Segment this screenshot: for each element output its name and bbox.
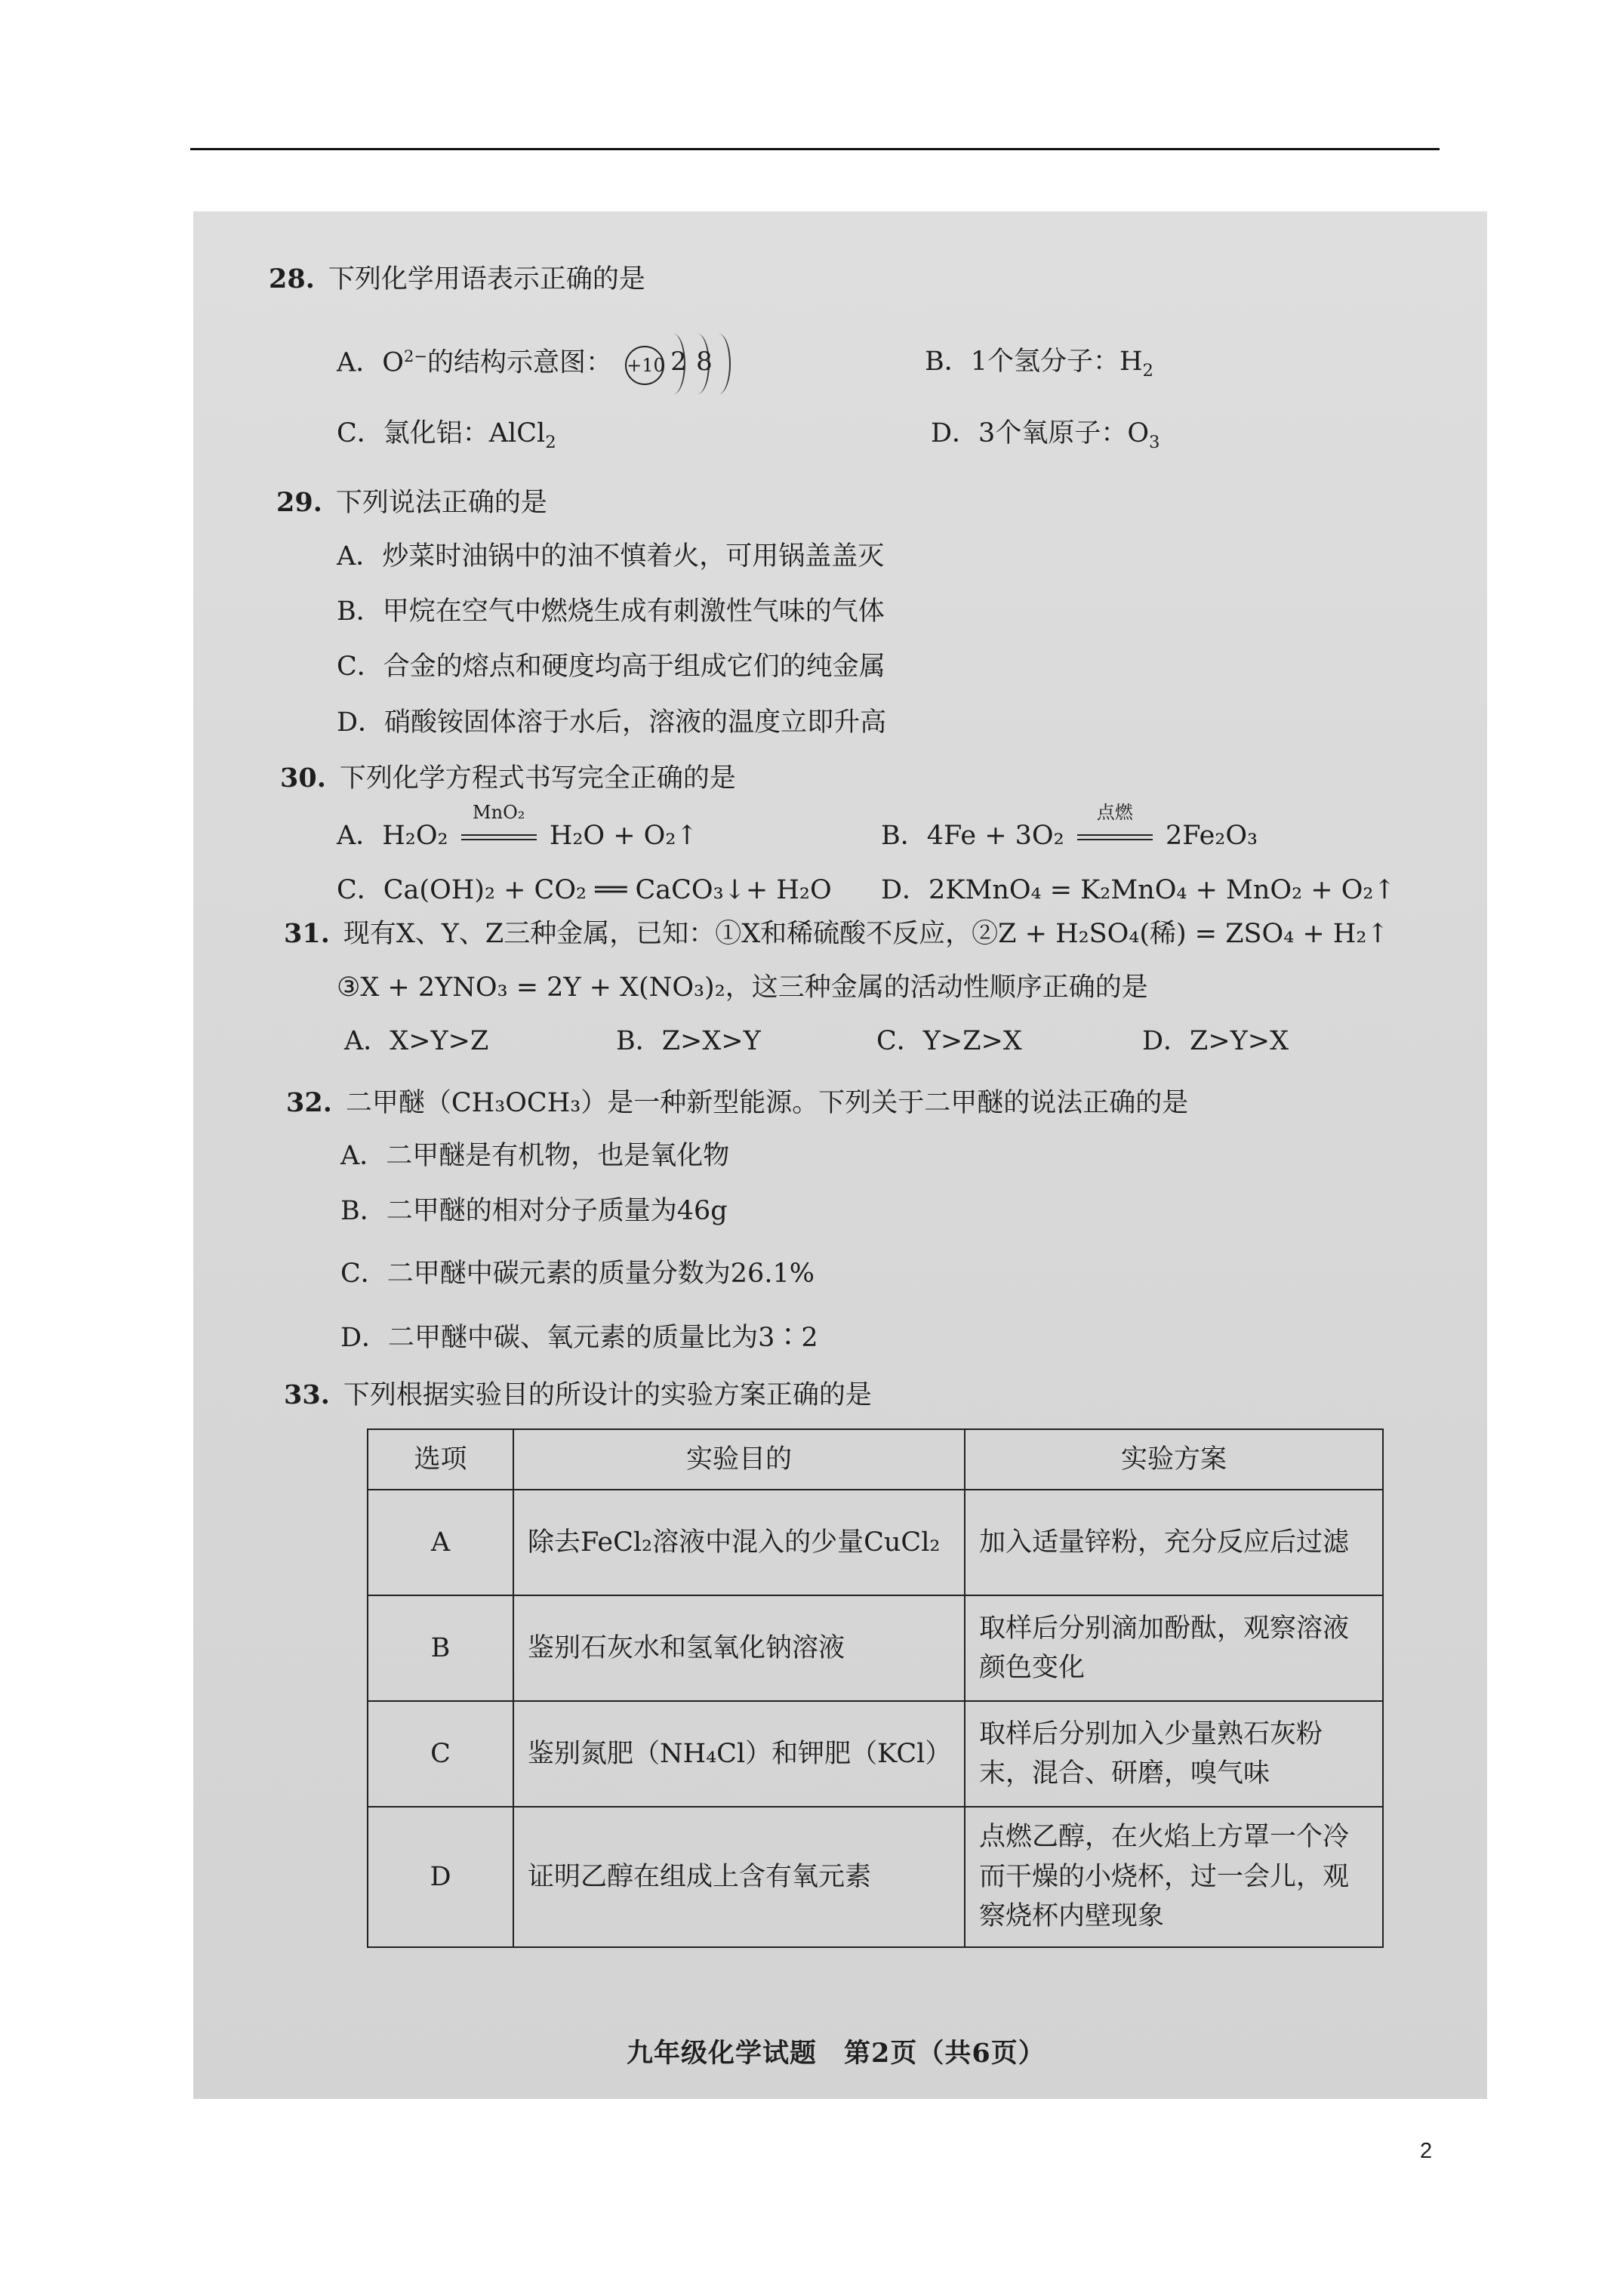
column-header: 选项	[368, 1429, 513, 1490]
equation-reactants: B．4Fe + 3O₂	[881, 821, 1064, 851]
equals-sign	[1077, 834, 1153, 840]
table-header-row	[368, 1429, 1383, 1490]
q30-option-b	[881, 802, 1258, 851]
question-text: 现有X、Y、Z三种金属，已知：①X和稀硫酸不反应，②Z + H₂SO₄(稀) = ZSO₄ + H₂↑	[343, 919, 1389, 949]
question-32-stem	[286, 1089, 1188, 1117]
page-footer: 九年级化学试题 第2页（共6页）	[627, 2038, 1046, 2069]
option-c-text: C．氯化铝：AlCl	[337, 418, 546, 448]
q30-option-a	[337, 802, 698, 851]
q32-option-d: D．二甲醚中碳、氧元素的质量比为3∶2	[340, 1323, 818, 1353]
q28-option-d	[931, 418, 1160, 452]
plan-cell: 加入适量锌粉，充分反应后过滤	[965, 1490, 1383, 1595]
equation-products: H₂O + O₂↑	[549, 821, 698, 851]
header-rule	[190, 148, 1440, 150]
table-row	[368, 1595, 1383, 1701]
experiment-table	[367, 1428, 1384, 1948]
q28-option-c	[337, 418, 556, 452]
option-cell: A	[368, 1490, 513, 1595]
purpose-cell: 除去FeCl₂溶液中混入的少量CuCl₂	[513, 1490, 965, 1595]
column-header: 实验目的	[513, 1429, 965, 1490]
q29-option-a: A．炒菜时油锅中的油不慎着火，可用锅盖盖灭	[337, 541, 885, 572]
question-text: 下列说法正确的是	[335, 488, 547, 518]
q32-option-c: C．二甲醚中碳元素的质量分数为26.1%	[340, 1259, 815, 1289]
question-number: 32.	[286, 1087, 332, 1118]
q30-option-c: C．Ca(OH)₂ + CO₂ ══ CaCO₃↓+ H₂O	[337, 875, 832, 905]
q29-option-c: C．合金的熔点和硬度均高于组成它们的纯金属	[337, 652, 885, 682]
question-28-stem	[269, 266, 645, 293]
subscript: 3	[1149, 433, 1160, 452]
column-header: 实验方案	[965, 1429, 1383, 1490]
table-row	[368, 1807, 1383, 1947]
q29-option-b: B．甲烷在空气中燃烧生成有刺激性气味的气体	[337, 596, 885, 627]
condition-label: 点燃	[1096, 802, 1133, 823]
q31-option-d: D．Z>Y>X	[1142, 1026, 1289, 1056]
table-row	[368, 1701, 1383, 1807]
q32-option-b: B．二甲醚的相对分子质量为46g	[340, 1196, 728, 1226]
q31-option-c: C．Y>Z>X	[876, 1026, 1022, 1056]
question-31-line-2: ③X + 2YNO₃ = 2Y + X(NO₃)₂，这三种金属的活动性顺序正确的是	[337, 972, 1148, 1003]
q30-option-d: D．2KMnO₄ = K₂MnO₄ + MnO₂ + O₂↑	[881, 875, 1396, 905]
question-number: 29.	[276, 487, 322, 518]
plan-cell: 取样后分别滴加酚酞，观察溶液颜色变化	[965, 1595, 1383, 1701]
equals-sign	[461, 834, 537, 840]
option-cell: B	[368, 1595, 513, 1701]
option-cell: C	[368, 1701, 513, 1807]
question-33-stem	[284, 1379, 872, 1410]
q29-option-d: D．硝酸铵固体溶于水后，溶液的温度立即升高	[337, 707, 887, 738]
question-text: 二甲醚（CH₃OCH₃）是一种新型能源。下列关于二甲醚的说法正确的是	[345, 1088, 1189, 1118]
page-number: 2	[1420, 2139, 1433, 2163]
equation-reactants: A．H₂O₂	[337, 821, 448, 851]
q28-option-b	[925, 349, 1153, 380]
q32-option-a: A．二甲醚是有机物，也是氧化物	[340, 1141, 730, 1171]
question-number: 33.	[284, 1379, 330, 1410]
option-d-text: D．3个氧原子：O	[931, 418, 1150, 448]
reaction-condition	[461, 802, 537, 849]
plan-cell: 取样后分别加入少量熟石灰粉末，混合、研磨，嗅气味	[965, 1701, 1383, 1807]
q28-option-a	[337, 341, 738, 387]
shell-1-electrons: 2	[670, 347, 687, 377]
ion-charge: 2−	[403, 347, 427, 365]
table-row	[368, 1490, 1383, 1595]
plan-cell: 点燃乙醇，在火焰上方罩一个冷而干燥的小烧杯，过一会儿，观察烧杯内壁现象	[965, 1807, 1383, 1947]
subscript: 2	[1142, 361, 1153, 381]
q31-option-b: B．Z>X>Y	[616, 1026, 761, 1056]
question-text: 下列化学用语表示正确的是	[328, 264, 645, 294]
question-text: 下列化学方程式书写完全正确的是	[339, 763, 736, 794]
q31-option-a: A．X>Y>Z	[344, 1026, 489, 1056]
question-number: 28.	[269, 264, 315, 294]
question-30-stem	[280, 765, 736, 792]
option-a-text: 的结构示意图：	[427, 347, 612, 378]
option-b-text: B．1个氢分子：H	[925, 347, 1143, 377]
question-number: 30.	[280, 763, 326, 794]
reaction-condition	[1077, 802, 1153, 849]
question-text: 下列根据实验目的所设计的实验方案正确的是	[343, 1380, 872, 1410]
nucleus-circle: +10	[625, 346, 664, 385]
shell-2-electrons: 8	[696, 347, 713, 377]
equation-products: 2Fe₂O₃	[1165, 821, 1258, 851]
atomic-structure-diagram	[625, 341, 738, 387]
option-cell: D	[368, 1807, 513, 1947]
electron-shell-arc	[707, 334, 731, 394]
subscript: 2	[545, 433, 556, 452]
purpose-cell: 证明乙醇在组成上含有氧元素	[513, 1807, 965, 1947]
option-a-label: A．O	[337, 347, 404, 378]
question-29-stem	[276, 489, 547, 516]
purpose-cell: 鉴别氮肥（NH₄Cl）和钾肥（KCl）	[513, 1701, 965, 1807]
question-number: 31.	[284, 918, 330, 949]
catalyst-label: MnO₂	[473, 802, 525, 823]
purpose-cell: 鉴别石灰水和氢氧化钠溶液	[513, 1595, 965, 1701]
question-31-line-1	[284, 920, 1389, 948]
